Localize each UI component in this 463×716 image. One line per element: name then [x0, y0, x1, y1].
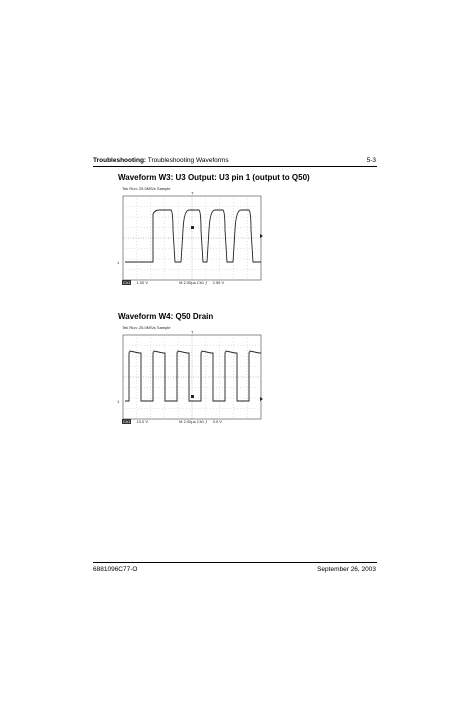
- w4-trigger-marker: [191, 395, 194, 398]
- w4-oscilloscope-screen: [115, 329, 275, 433]
- w3-channel-scale: 1.00 V: [136, 280, 149, 285]
- w3-signal-trace: [125, 210, 261, 262]
- header-section-title: Troubleshooting Waveforms: [146, 157, 229, 164]
- header-rule: [93, 166, 377, 167]
- svg-text:1: 1: [117, 260, 120, 265]
- w3-channel-box: Ch1: [123, 280, 131, 285]
- page-number: 5-3: [366, 157, 376, 164]
- svg-text:T: T: [191, 190, 194, 196]
- w3-timebase: M 2.00µs Ch1 ƒ: [179, 280, 208, 285]
- w3-oscilloscope-screen: [115, 190, 275, 294]
- w4-trigger-level: 3.0 V: [212, 419, 222, 424]
- footer-rule: [93, 562, 377, 563]
- doc-number: 6881096C77-O: [93, 566, 138, 573]
- running-header: [93, 157, 229, 164]
- w3-scale-readout: [122, 280, 272, 285]
- w3-acquisition-readout: Tek Run: 25.0MS/s Sample: [122, 186, 171, 191]
- w4-timebase: M 2.00µs Ch1 ƒ: [179, 419, 208, 424]
- w3-trigger-marker: [191, 226, 194, 229]
- w4-signal-trace: [125, 351, 261, 401]
- svg-text:1: 1: [117, 399, 120, 404]
- w4-scale-readout: [122, 419, 272, 424]
- w3-trigger-level: 2.59 V: [212, 280, 225, 285]
- w3-trigger-level-arrow: [260, 234, 263, 238]
- w4-channel-scale: 10.0 V: [136, 419, 149, 424]
- header-section-bold: Troubleshooting:: [93, 157, 147, 164]
- publication-date: September 26, 2003: [317, 566, 376, 573]
- w4-channel-box: Ch1: [123, 419, 131, 424]
- w4-trigger-level-arrow: [260, 397, 263, 401]
- waveform-w4-title: Waveform W4: Q50 Drain: [118, 312, 214, 321]
- w4-acquisition-readout: Tek Run: 25.0MS/s Sample: [122, 325, 171, 330]
- waveform-w3-title: Waveform W3: U3 Output: U3 pin 1 (output to Q50): [118, 173, 310, 182]
- svg-text:T: T: [191, 329, 194, 335]
